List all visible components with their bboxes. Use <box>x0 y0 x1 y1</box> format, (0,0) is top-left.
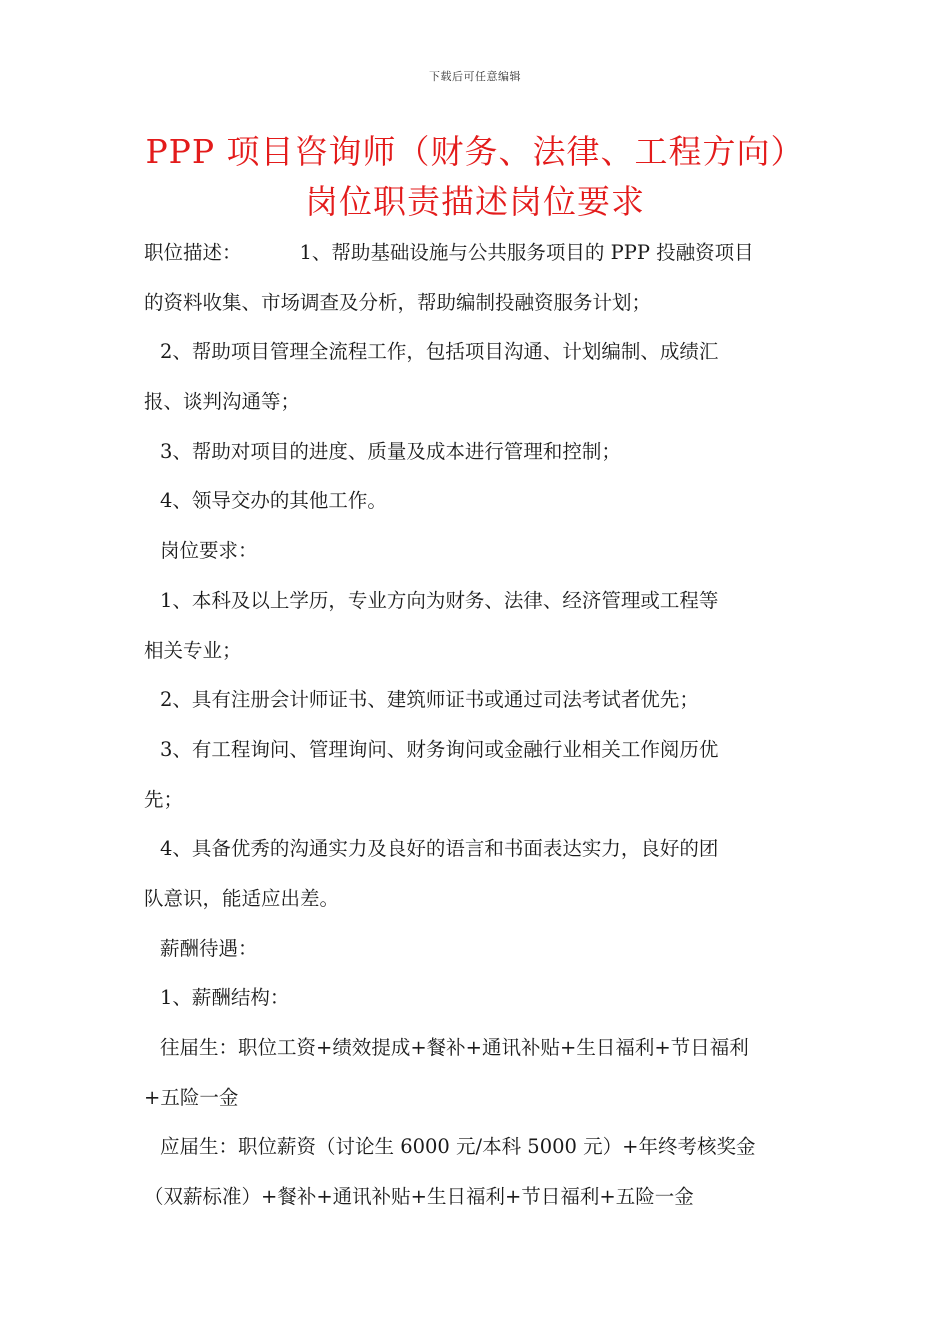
paragraph-line: 的资料收集、市场调查及分析，帮助编制投融资服务计划； <box>144 290 652 314</box>
paragraph-line: 应届生：职位薪资（讨论生 6000 元/本科 5000 元）+年终考核奖金 <box>160 1135 756 1159</box>
paragraph-line: 1、薪酬结构： <box>160 986 290 1010</box>
paragraph-line: +五险一金 <box>144 1085 239 1109</box>
paragraph-line: 4、具备优秀的沟通实力及良好的语言和书面表达实力，良好的团 <box>160 837 719 861</box>
paragraph-line: 队意识，能适应出差。 <box>144 886 340 910</box>
paragraph-line <box>144 228 810 278</box>
paragraph-line: 往届生：职位工资+绩效提成+餐补+通讯补贴+生日福利+节日福利 <box>160 1036 749 1059</box>
paragraph-line: 报、谈判沟通等； <box>144 390 301 414</box>
section-label-requirements: 岗位要求： <box>160 539 258 563</box>
section-label-compensation: 薪酬待遇： <box>160 936 258 960</box>
paragraph-line: 2、具有注册会计师证书、建筑师证书或通过司法考试者优先； <box>160 688 699 712</box>
document-title-line-2: 岗位职责描述岗位要求 <box>305 182 645 221</box>
document-title-line-1: PPP 项目咨询师（财务、法律、工程方向） <box>145 132 805 171</box>
paragraph-line: 1、本科及以上学历，专业方向为财务、法律、经济管理或工程等 <box>160 588 719 612</box>
document-body <box>144 228 810 1222</box>
paragraph-line: 相关专业； <box>144 638 242 662</box>
section-label-job-description: 职位描述： <box>144 241 242 264</box>
paragraph-line: 3、有工程询问、管理询问、财务询问或金融行业相关工作阅历优 <box>160 737 719 761</box>
paragraph-line: 2、帮助项目管理全流程工作，包括项目沟通、计划编制、成绩汇 <box>160 340 719 364</box>
paragraph-line: 3、帮助对项目的进度、质量及成本进行管理和控制； <box>160 439 621 463</box>
paragraph-line: 4、领导交办的其他工作。 <box>160 489 387 513</box>
paragraph-line: （双薪标准）+餐补+通讯补贴+生日福利+节日福利+五险一金 <box>144 1185 694 1209</box>
paragraph-text: 1、帮助基础设施与公共服务项目的 PPP 投融资项目 <box>299 241 754 264</box>
paragraph-line: 先； <box>144 787 184 811</box>
header-note: 下载后可任意编辑 <box>429 70 521 83</box>
